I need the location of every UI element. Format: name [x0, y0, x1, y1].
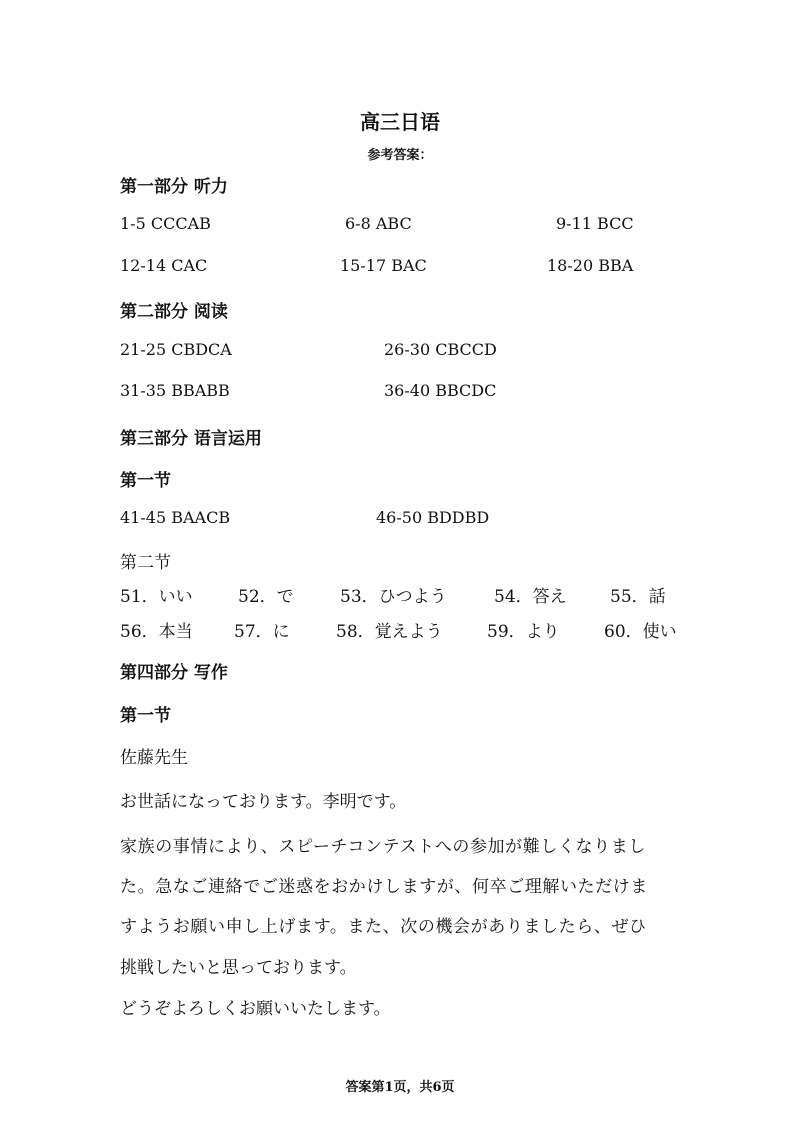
part1-answer-6-8: 6-8 ABC	[345, 214, 412, 233]
page-footer: 答案第1页，共6页	[345, 1080, 455, 1095]
part3-answer-59: 59．より	[487, 622, 560, 642]
page-subtitle: 参考答案：	[367, 148, 433, 163]
letter-line: 家族の事情により、スピーチコンテストへの参加が難しくなりまし	[120, 837, 646, 857]
part1-answer-9-11: 9-11 BCC	[556, 214, 634, 233]
part3-answer-52: 52．で	[238, 587, 294, 607]
part3-section2-heading: 第二节	[120, 553, 171, 573]
letter-line: すようお願い申し上げます。また、次の機会がありましたら、ぜひ	[120, 917, 647, 937]
part3-answer-46-50: 46-50 BDDBD	[376, 508, 490, 527]
part2-answer-26-30: 26-30 CBCCD	[384, 340, 497, 359]
part1-heading: 第一部分 听力	[120, 177, 228, 197]
part4-section1-heading: 第一节	[120, 706, 171, 726]
part1-answer-15-17: 15-17 BAC	[340, 256, 427, 275]
part2-answer-31-35: 31-35 BBABB	[120, 381, 230, 400]
part3-answer-58: 58．覚えよう	[336, 622, 443, 642]
part1-answer-1-5: 1-5 CCCAB	[120, 214, 211, 233]
part2-answer-21-25: 21-25 CBDCA	[120, 340, 232, 359]
part3-answer-56: 56．本当	[120, 622, 193, 642]
part2-answer-36-40: 36-40 BBCDC	[384, 381, 497, 400]
letter-salutation: 佐藤先生	[120, 748, 188, 768]
part3-answer-41-45: 41-45 BAACB	[120, 508, 231, 527]
letter-closing: どうぞよろしくお願いいたします。	[120, 999, 391, 1019]
part1-answer-18-20: 18-20 BBA	[547, 256, 634, 275]
part3-answer-53: 53．ひつよう	[340, 587, 447, 607]
part3-section1-heading: 第一节	[120, 471, 171, 491]
page-title: 高三日语	[360, 110, 440, 134]
part4-heading: 第四部分 写作	[120, 663, 228, 683]
part3-answer-51: 51．いい	[120, 587, 193, 607]
part3-answer-60: 60．使い	[604, 622, 677, 642]
part3-answer-57: 57．に	[234, 622, 290, 642]
part2-heading: 第二部分 阅读	[120, 302, 228, 322]
letter-line: 挑戦したいと思っております。	[120, 958, 357, 978]
part1-answer-12-14: 12-14 CAC	[120, 256, 208, 275]
part3-answer-54: 54．答え	[494, 587, 567, 607]
letter-line: お世話になっております。李明です。	[120, 792, 407, 812]
part3-heading: 第三部分 语言运用	[120, 429, 262, 449]
part3-answer-55: 55．話	[610, 587, 666, 607]
letter-line: た。急なご連絡でご迷惑をおかけしますが、何卒ご理解いただけま	[120, 877, 648, 897]
